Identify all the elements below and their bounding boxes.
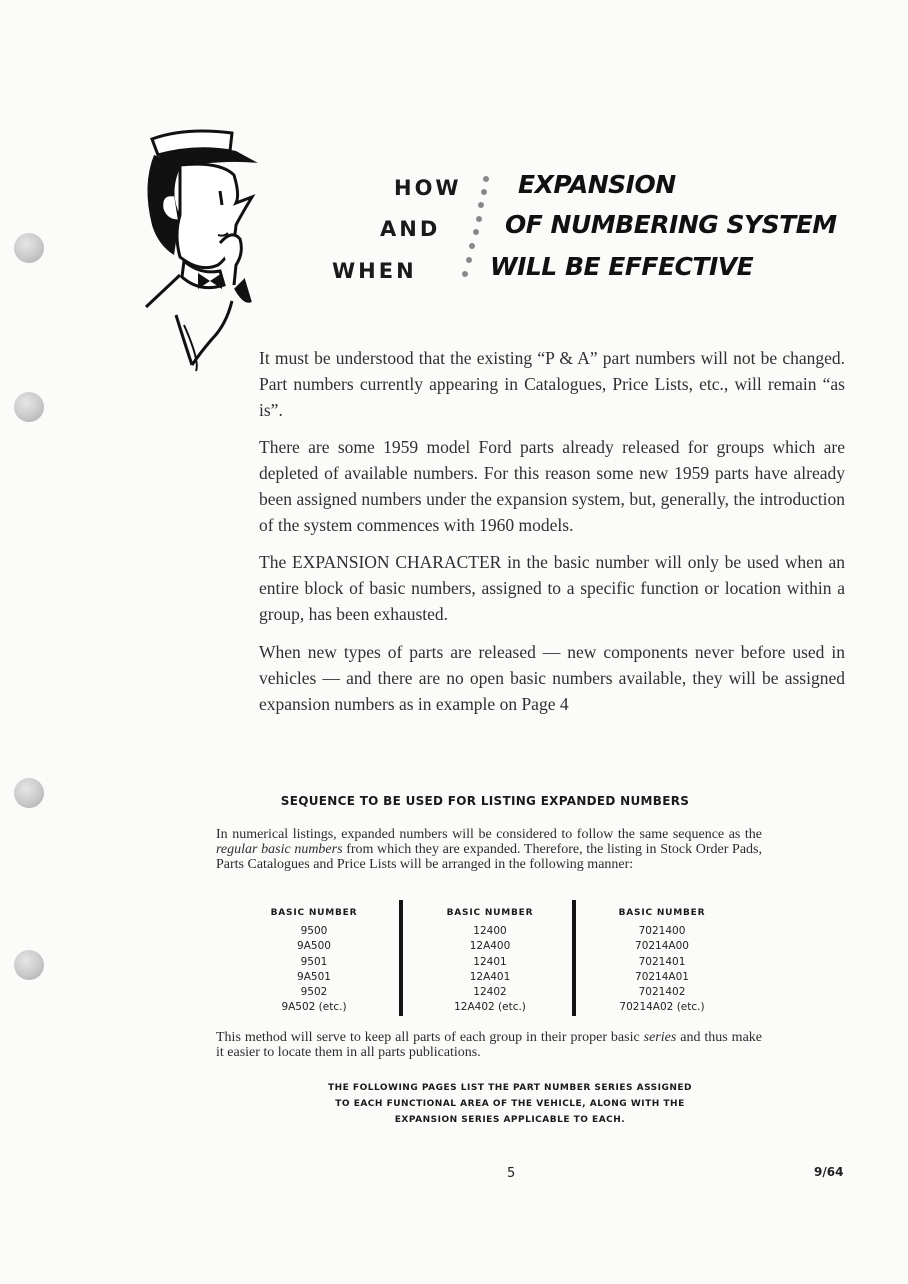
column-header: BASIC NUMBER (618, 908, 706, 918)
footer-note-line: TO EACH FUNCTIONAL AREA OF THE VEHICLE, ALONG WITH THE (335, 1099, 685, 1109)
cartoon-man-illustration (140, 125, 270, 375)
list-item: 70214A02 (etc.) (619, 1001, 705, 1014)
heading-word-and: AND (380, 217, 441, 241)
column-divider-1 (399, 900, 403, 1016)
list-item: 12A400 (469, 940, 511, 953)
list-item: 9A502 (etc.) (281, 1001, 347, 1014)
number-column-1 (244, 908, 384, 1016)
paragraph-2: There are some 1959 model Ford parts already released for groups which are depleted of available numbers. For this reason some new 1959 parts have already been assigned numbers under the expansion system, but, generally, the introduction of the system commences with 1960 models. (259, 437, 845, 535)
heading-line-3: WILL BE EFFECTIVE (490, 252, 754, 281)
column-header: BASIC NUMBER (270, 908, 358, 918)
footer-note-line: EXPANSION SERIES APPLICABLE TO EACH. (394, 1115, 626, 1125)
paragraph-1: It must be understood that the existing “P & A” part numbers will not be changed. Part numbers currently appearing in Catalogues, Price Lists, etc., will remain “as is”. (259, 348, 845, 420)
binder-hole-4 (14, 950, 44, 980)
paragraph-4: When new types of parts are released — new components never before used in vehicles — and there are no open basic numbers available, they will be assigned expansion numbers as in example on Page 4 (259, 642, 845, 714)
sequence-title: SEQUENCE TO BE USED FOR LISTING EXPANDED NUMBERS (280, 794, 690, 808)
sequence-closing: This method will serve to keep all parts of each group in their proper basic series and thus make it easier to locate them in all parts publications. (216, 1030, 762, 1060)
list-item: 70214A00 (635, 940, 689, 953)
list-item: 9500 (300, 925, 328, 937)
heading-line-2: OF NUMBERING SYSTEM (505, 210, 837, 239)
page-number: 5 (507, 1166, 516, 1181)
list-item: 12A401 (469, 970, 511, 983)
list-item: 7021400 (638, 925, 686, 937)
list-item: 9501 (300, 955, 328, 968)
binder-hole-2 (14, 392, 44, 422)
column-header: BASIC NUMBER (446, 908, 534, 918)
binder-hole-1 (14, 233, 44, 263)
list-item: 12400 (473, 925, 507, 937)
list-item: 12402 (473, 986, 507, 999)
column-divider-2 (572, 900, 576, 1016)
list-item: 9A500 (297, 940, 331, 953)
number-column-3 (592, 908, 732, 1016)
footer-note (240, 1080, 780, 1128)
heading-line-1: EXPANSION (518, 170, 676, 199)
sequence-intro: In numerical listings, expanded numbers will be considered to follow the same sequence as the regular basic numbers from which they are expanded. Therefore, the listing in Stock Order Pads, Parts Catalogues and Price Lists will be arranged in the following manner: (216, 827, 762, 872)
list-item: 12401 (473, 955, 507, 968)
list-item: 70214A01 (635, 970, 689, 983)
heading-word-how: HOW (394, 176, 462, 200)
number-column-2 (420, 908, 560, 1016)
heading-word-when: WHEN (332, 259, 417, 283)
paragraph-3: The EXPANSION CHARACTER in the basic number will only be used when an entire block of basic numbers, assigned to a specific function or location within a group, has been exhausted. (259, 552, 845, 624)
footer-note-line: THE FOLLOWING PAGES LIST THE PART NUMBER SERIES ASSIGNED (327, 1083, 693, 1093)
list-item: 7021402 (638, 986, 686, 999)
date-code: 9/64 (814, 1165, 844, 1179)
list-item: 12A402 (etc.) (454, 1001, 526, 1014)
list-item: 9502 (300, 986, 328, 999)
list-item: 7021401 (638, 955, 686, 968)
list-item: 9A501 (297, 970, 331, 983)
